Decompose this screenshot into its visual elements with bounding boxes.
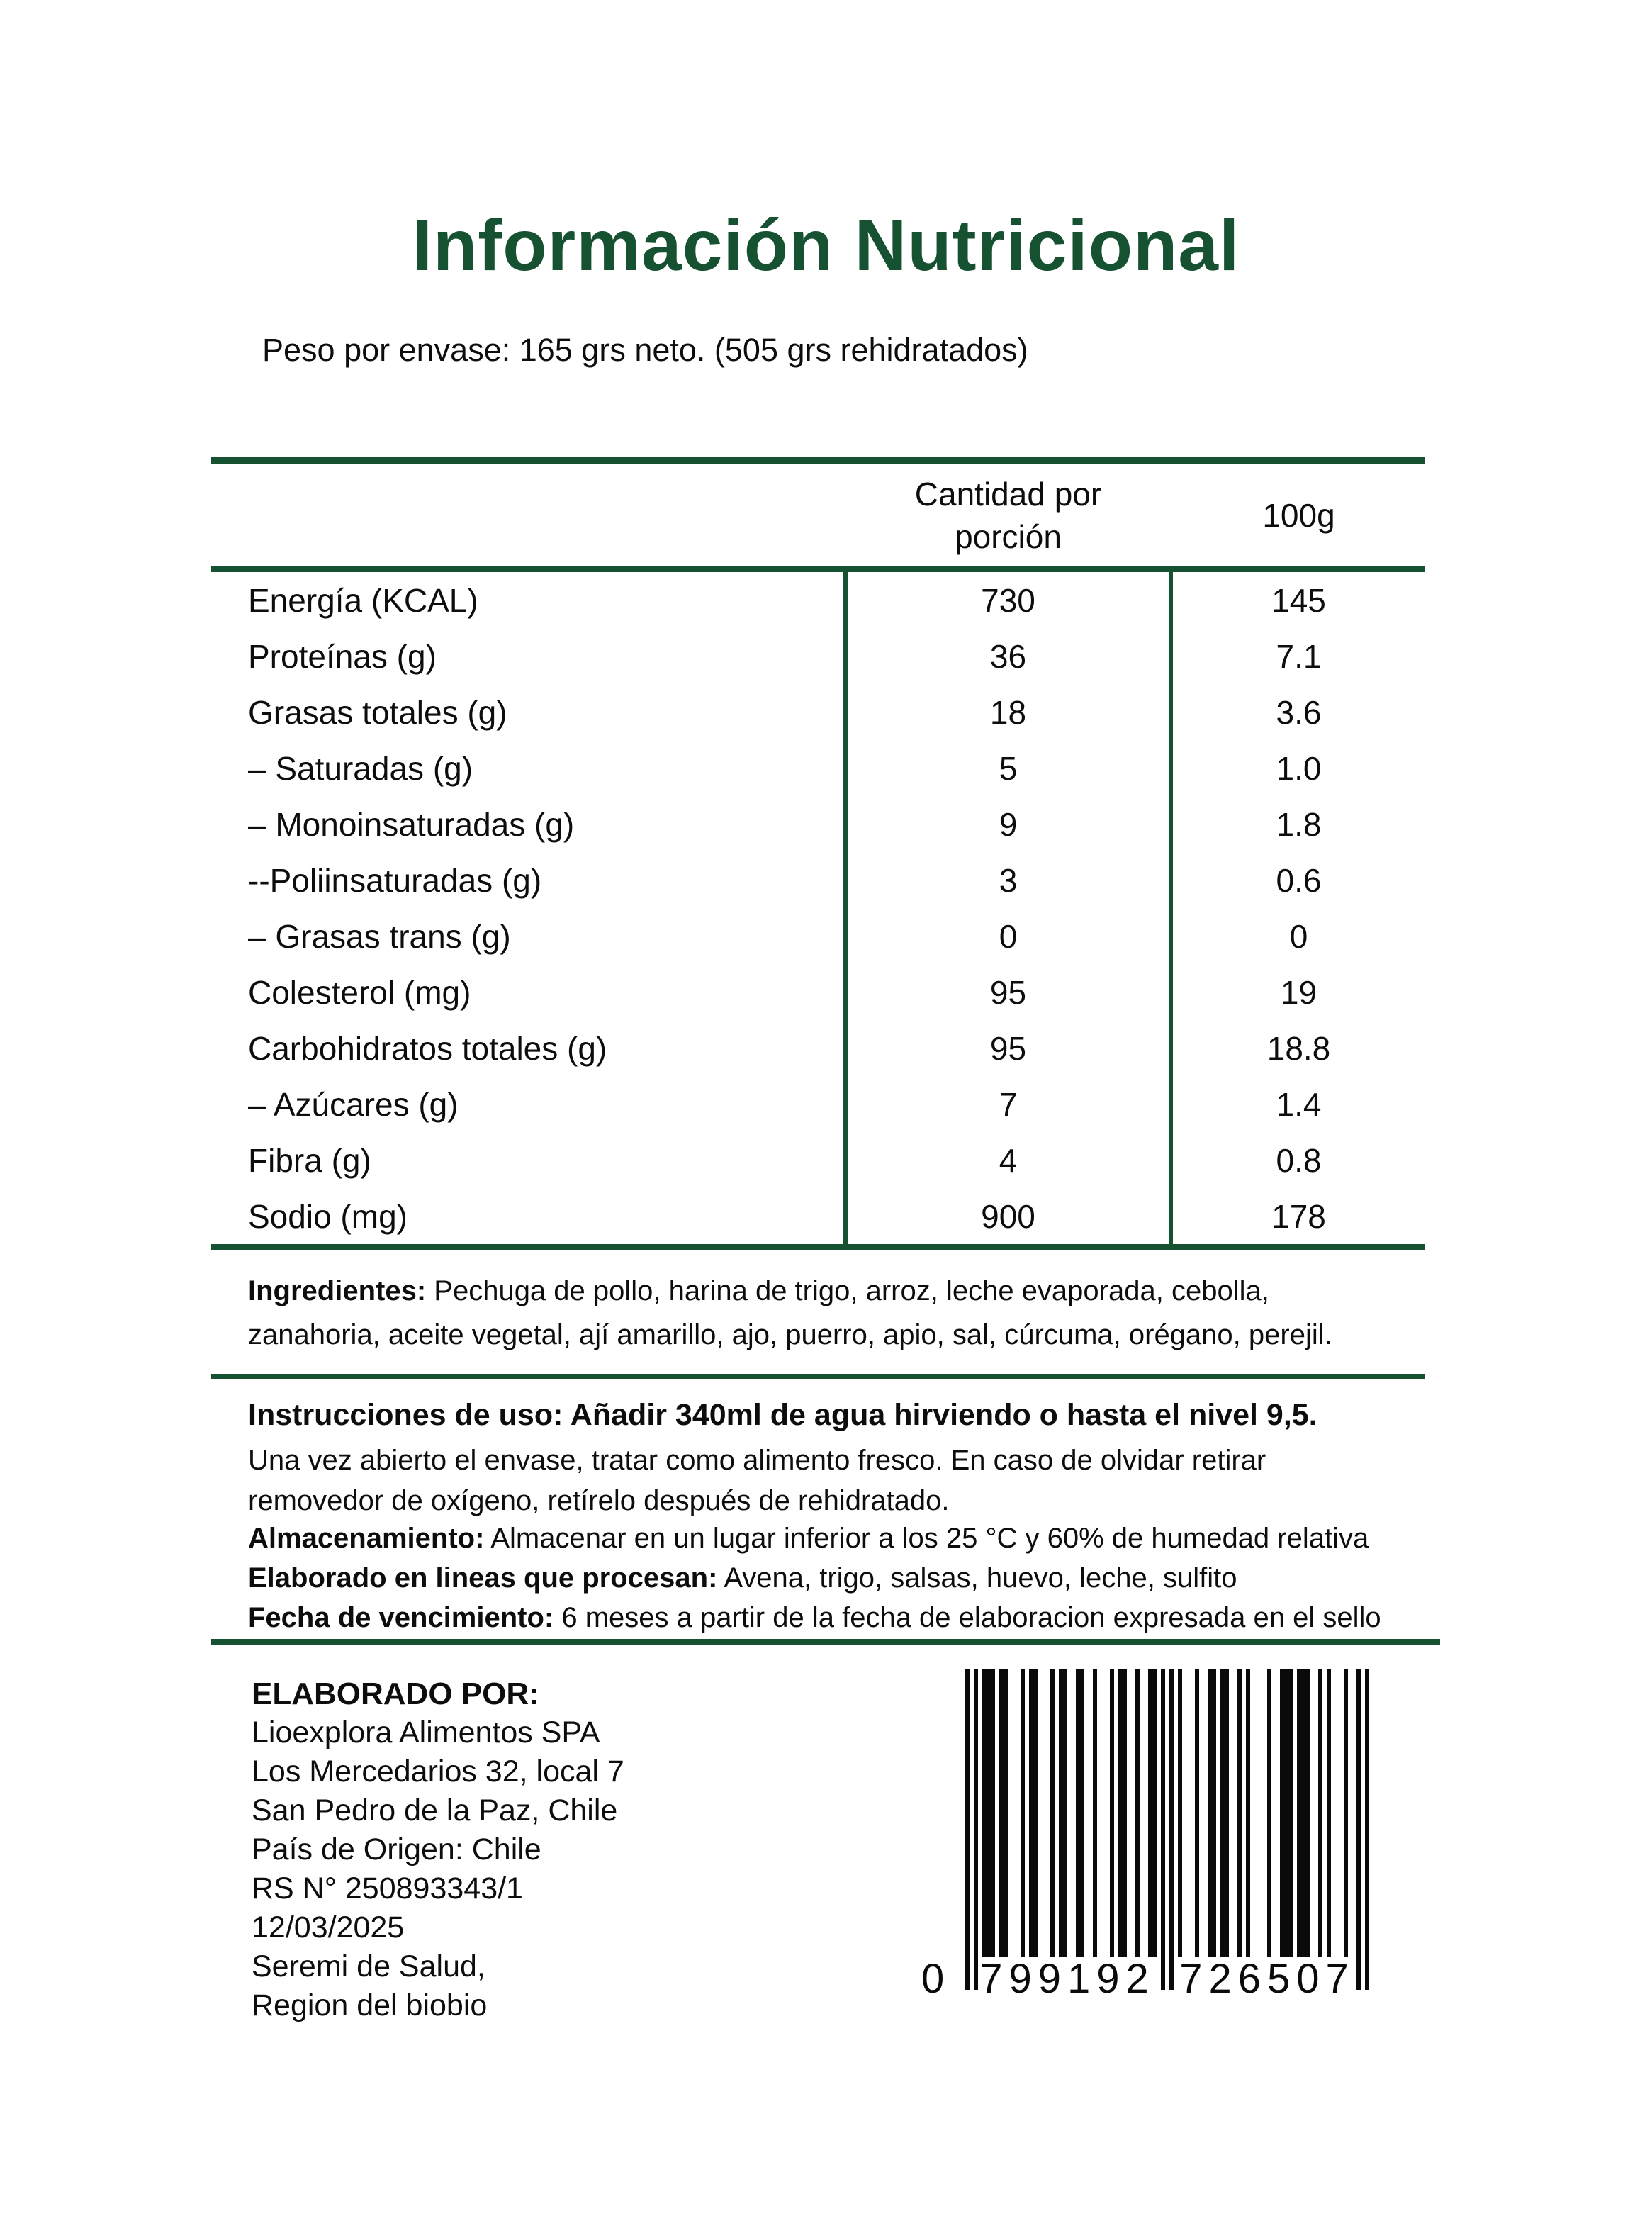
nutrient-per-portion-value: 3 <box>843 852 1173 908</box>
processing-lines-text: Avena, trigo, salsas, huevo, leche, sulfito <box>717 1562 1237 1594</box>
table-row <box>211 1020 1425 1076</box>
net-weight-line: Peso por envase: 165 grs neto. (505 grs rehidratados) <box>262 332 1028 368</box>
ingredients-text: Pechuga de pollo, harina de trigo, arroz, leche evaporada, cebolla, zanahoria, aceite vegetal, ají amarillo, ajo, puerro, apio, sal, cúrcuma, orégano, perejil. <box>248 1275 1332 1350</box>
expiry-label: Fecha de vencimiento: <box>248 1602 554 1633</box>
nutrient-per-portion-value: 4 <box>843 1132 1173 1188</box>
nutrient-per-portion-value: 7 <box>843 1076 1173 1132</box>
nutrient-per-100g-value: 0.8 <box>1276 1141 1322 1179</box>
nutrient-per-portion-value: 730 <box>843 572 1173 628</box>
nutrient-label: Fibra (g) <box>248 1141 371 1179</box>
nutrition-table-header <box>211 464 1425 572</box>
table-row <box>211 1132 1425 1188</box>
nutrient-per-portion-value: 5 <box>843 740 1173 796</box>
header-per-portion-line2: porción <box>955 517 1062 555</box>
nutrient-label: – Saturadas (g) <box>248 749 473 787</box>
manufacturer-line: RS N° 250893343/1 <box>252 1871 523 1905</box>
header-empty-cell <box>211 464 843 566</box>
nutrient-per-portion-value: 0 <box>843 908 1173 964</box>
barcode-bars <box>965 1669 1369 1992</box>
nutrient-per-100g-value: 18.8 <box>1266 1029 1331 1067</box>
usage-instructions-line: Instrucciones de uso: Añadir 340ml de agua hirviendo o hasta el nivel 9,5. <box>248 1398 1317 1432</box>
processing-lines-line <box>248 1562 1237 1594</box>
header-per-portion <box>843 464 1173 566</box>
nutrient-per-100g-value: 1.0 <box>1276 749 1322 787</box>
nutrient-label: – Monoinsaturadas (g) <box>248 805 575 843</box>
section-divider <box>211 1374 1425 1379</box>
nutrient-label: – Azúcares (g) <box>248 1085 459 1123</box>
opened-package-note: Una vez abierto el envase, tratar como alimento fresco. En caso de olvidar retirar removedor de oxígeno, retírelo después de rehidratado. <box>248 1445 1266 1516</box>
expiry-text: 6 meses a partir de la fecha de elaboracion expresada en el sello <box>554 1602 1381 1633</box>
storage-line <box>248 1523 1369 1555</box>
nutrient-per-portion-value: 95 <box>843 1020 1173 1076</box>
table-row <box>211 796 1425 852</box>
manufacturer-line: San Pedro de la Paz, Chile <box>252 1793 618 1828</box>
nutrient-per-100g-value: 19 <box>1280 973 1317 1011</box>
nutrient-per-100g-value: 0.6 <box>1276 861 1322 899</box>
nutrition-table-body <box>211 572 1425 1244</box>
nutrient-label: Sodio (mg) <box>248 1197 408 1235</box>
nutrient-per-portion-value: 95 <box>843 964 1173 1020</box>
processing-lines-label: Elaborado en lineas que procesan: <box>248 1562 718 1594</box>
manufacturer-line: Lioexplora Alimentos SPA <box>252 1716 600 1750</box>
nutrient-label: Colesterol (mg) <box>248 973 471 1011</box>
nutrient-per-portion-value: 9 <box>843 796 1173 852</box>
manufacturer-heading: ELABORADO POR: <box>252 1677 539 1711</box>
nutrient-label: --Poliinsaturadas (g) <box>248 861 542 899</box>
table-row <box>211 852 1425 908</box>
storage-label: Almacenamiento: <box>248 1523 485 1554</box>
table-row <box>211 740 1425 796</box>
manufacturer-line: Los Mercedarios 32, local 7 <box>252 1754 624 1789</box>
nutrient-per-100g-value: 3.6 <box>1276 693 1322 731</box>
storage-text: Almacenar en un lugar inferior a los 25 °C y 60% de humedad relativa <box>484 1523 1369 1554</box>
nutrient-per-100g-value: 1.4 <box>1276 1085 1322 1123</box>
table-row <box>211 684 1425 740</box>
header-per-100g: 100g <box>1262 496 1335 534</box>
manufacturer-line: País de Origen: Chile <box>252 1832 541 1867</box>
manufacturer-line: Region del biobio <box>252 1988 488 2022</box>
barcode-digit-left: 0 <box>921 1956 945 2002</box>
nutrient-per-portion-value: 36 <box>843 628 1173 684</box>
ean13-barcode <box>921 1669 1369 2006</box>
table-row <box>211 1188 1425 1244</box>
nutrient-per-100g-value: 1.8 <box>1276 805 1322 843</box>
nutrient-label: Grasas totales (g) <box>248 693 507 731</box>
manufacturer-line: Seremi de Salud, <box>252 1949 485 1983</box>
table-row <box>211 964 1425 1020</box>
nutrient-per-100g-value: 178 <box>1271 1197 1326 1235</box>
nutrient-label: – Grasas trans (g) <box>248 917 511 955</box>
page-title: Información Nutricional <box>412 205 1240 286</box>
nutrient-per-100g-value: 145 <box>1271 581 1326 619</box>
nutrient-label: Carbohidratos totales (g) <box>248 1029 607 1067</box>
table-row <box>211 908 1425 964</box>
expiry-line <box>248 1602 1381 1634</box>
nutrient-per-portion-value: 18 <box>843 684 1173 740</box>
manufacturer-line: 12/03/2025 <box>252 1910 405 1944</box>
ingredients-label: Ingredientes: <box>248 1275 427 1306</box>
nutrient-per-100g-value: 7.1 <box>1276 637 1322 675</box>
table-row <box>211 628 1425 684</box>
barcode-digits-left-group: 799192 <box>979 1956 1155 2002</box>
barcode-digits-right-group: 726507 <box>1179 1956 1355 2002</box>
table-row <box>211 1076 1425 1132</box>
nutrient-per-100g-value: 0 <box>1289 917 1308 955</box>
manufacturer-block <box>252 1674 624 2025</box>
nutrient-per-portion-value: 900 <box>843 1188 1173 1244</box>
manufacturer-lines <box>252 1713 624 2025</box>
table-row <box>211 572 1425 628</box>
section-divider <box>211 1639 1440 1645</box>
nutrition-table <box>211 457 1425 1250</box>
header-per-portion-line1: Cantidad por <box>914 475 1102 513</box>
nutrient-label: Proteínas (g) <box>248 637 437 675</box>
nutrient-label: Energía (KCAL) <box>248 581 478 619</box>
ingredients-paragraph <box>248 1269 1368 1357</box>
